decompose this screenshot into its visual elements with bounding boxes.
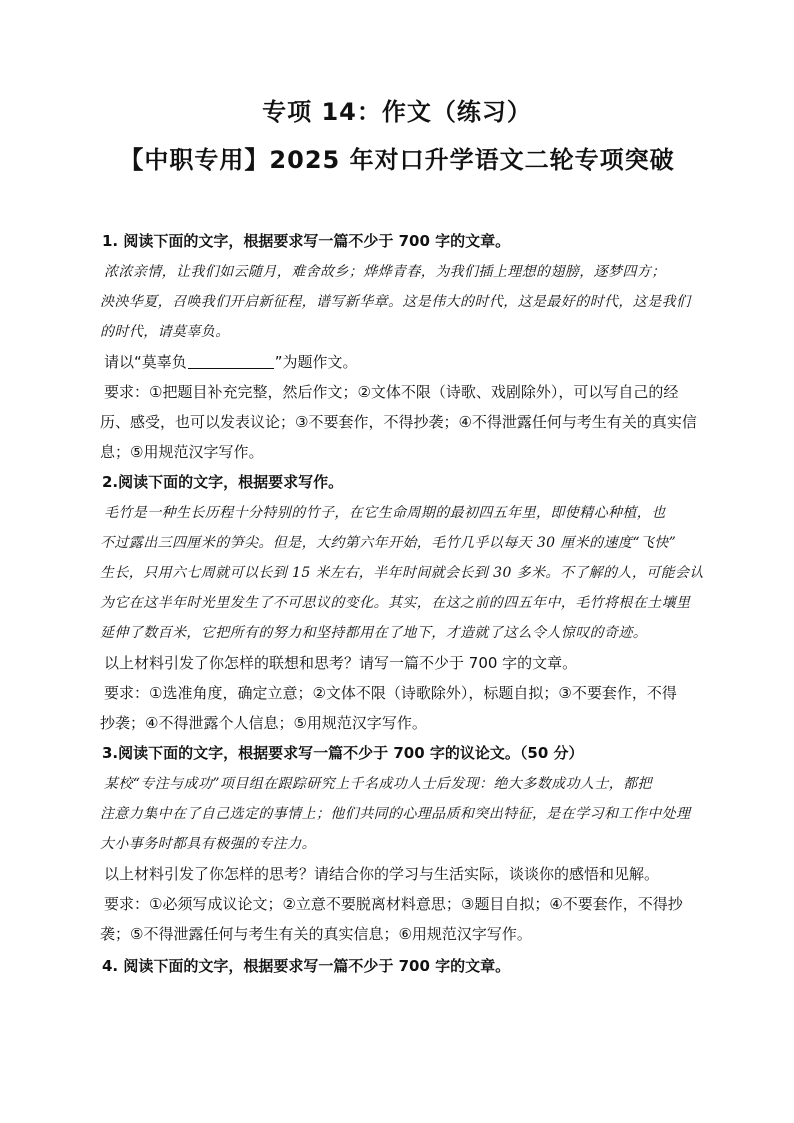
title-blank-underline (188, 352, 274, 369)
question-2-requirements-line: 抄袭；④不得泄露个人信息；⑤用规范汉字写作。 (100, 714, 427, 732)
question-3-requirements-line: 要求：①必须写成议论文；②立意不要脱离材料意思；③题目自拟；④不要套作，不得抄 (104, 895, 683, 913)
question-3-material-line: 注意力集中在了自己选定的事情上；他们共同的心理品质和突出特征，是在学习和工作中处理 (100, 806, 691, 822)
question-3-material-line: 某校“专注与成功”项目组在跟踪研究上千名成功人士后发现：绝大多数成功人士，都把 (104, 776, 652, 792)
question-3-heading: 3.阅读下面的文字，根据要求写一篇不少于 700 字的议论文。（50 分） (102, 744, 584, 762)
question-2-requirements-line: 要求：①选准角度，确定立意；②文体不限（诗歌除外），标题自拟；③不要套作，不得 (104, 684, 677, 702)
prompt-text-after-blank: ”为题作文。 (274, 353, 358, 371)
question-1-material-line: 的时代，请莫辜负。 (100, 324, 230, 340)
question-1-material-line: 泱泱华夏，召唤我们开启新征程，谱写新华章。这是伟大的时代，这是最好的时代，这是我们 (100, 294, 691, 310)
prompt-text-before-blank: 请以“莫辜负 (104, 353, 187, 371)
question-1-requirements-line: 历、感受，也可以发表议论；③不要套作，不得抄袭；④不得泄露任何与考生有关的真实信 (100, 413, 697, 431)
question-2-material-line: 延伸了数百米，它把所有的努力和坚持都用在了地下，才造就了这么令人惊叹的奇迹。 (100, 625, 648, 641)
question-3-requirements-line: 袭；⑤不得泄露任何与考生有关的真实信息；⑥用规范汉字写作。 (100, 925, 532, 943)
document-title: 专项 14：作文（练习） (262, 98, 532, 126)
document-body (100, 226, 732, 982)
question-2-prompt: 以上材料引发了你怎样的联想和思考？请写一篇不少于 700 字的文章。 (104, 654, 578, 672)
question-1-requirements-line: 要求：①把题目补充完整，然后作文；②文体不限（诗歌、戏剧除外），可以写自己的经 (104, 383, 679, 401)
question-1-prompt (100, 347, 732, 377)
question-2-material-line: 毛竹是一种生长历程十分特别的竹子，在它生命周期的最初四五年里，即使精心种植，也 (104, 505, 666, 521)
question-4-heading: 4. 阅读下面的文字，根据要求写一篇不少于 700 字的文章。 (102, 957, 511, 975)
question-2-material-line: 不过露出三四厘米的笋尖。但是，大约第六年开始，毛竹几乎以每天 30 厘米的速度“飞快” (100, 535, 677, 551)
question-2-heading: 2.阅读下面的文字，根据要求写作。 (102, 473, 344, 491)
question-1-material-line: 浓浓亲情，让我们如云随月，难舍故乡；烨烨青春，为我们插上理想的翅膀，逐梦四方； (104, 264, 666, 280)
question-2-material-line: 为它在这半年时光里发生了不可思议的变化。其实，在这之前的四五年中，毛竹将根在土壤里 (100, 595, 691, 611)
question-3-prompt: 以上材料引发了你怎样的思考？请结合你的学习与生活实际，谈谈你的感悟和见解。 (104, 865, 660, 883)
question-1-requirements-line: 息；⑤用规范汉字写作。 (100, 443, 264, 461)
question-3-material-line: 大小事务时都具有极强的专注力。 (100, 836, 316, 852)
question-1-heading: 1. 阅读下面的文字，根据要求写一篇不少于 700 字的文章。 (102, 232, 511, 250)
question-2-material-line: 生长，只用六七周就可以长到 15 米左右，半年时间就会长到 30 多米。不了解的人，可能会认 (100, 565, 704, 581)
document-subtitle: 【中职专用】2025 年对口升学语文二轮专项突破 (119, 146, 675, 174)
